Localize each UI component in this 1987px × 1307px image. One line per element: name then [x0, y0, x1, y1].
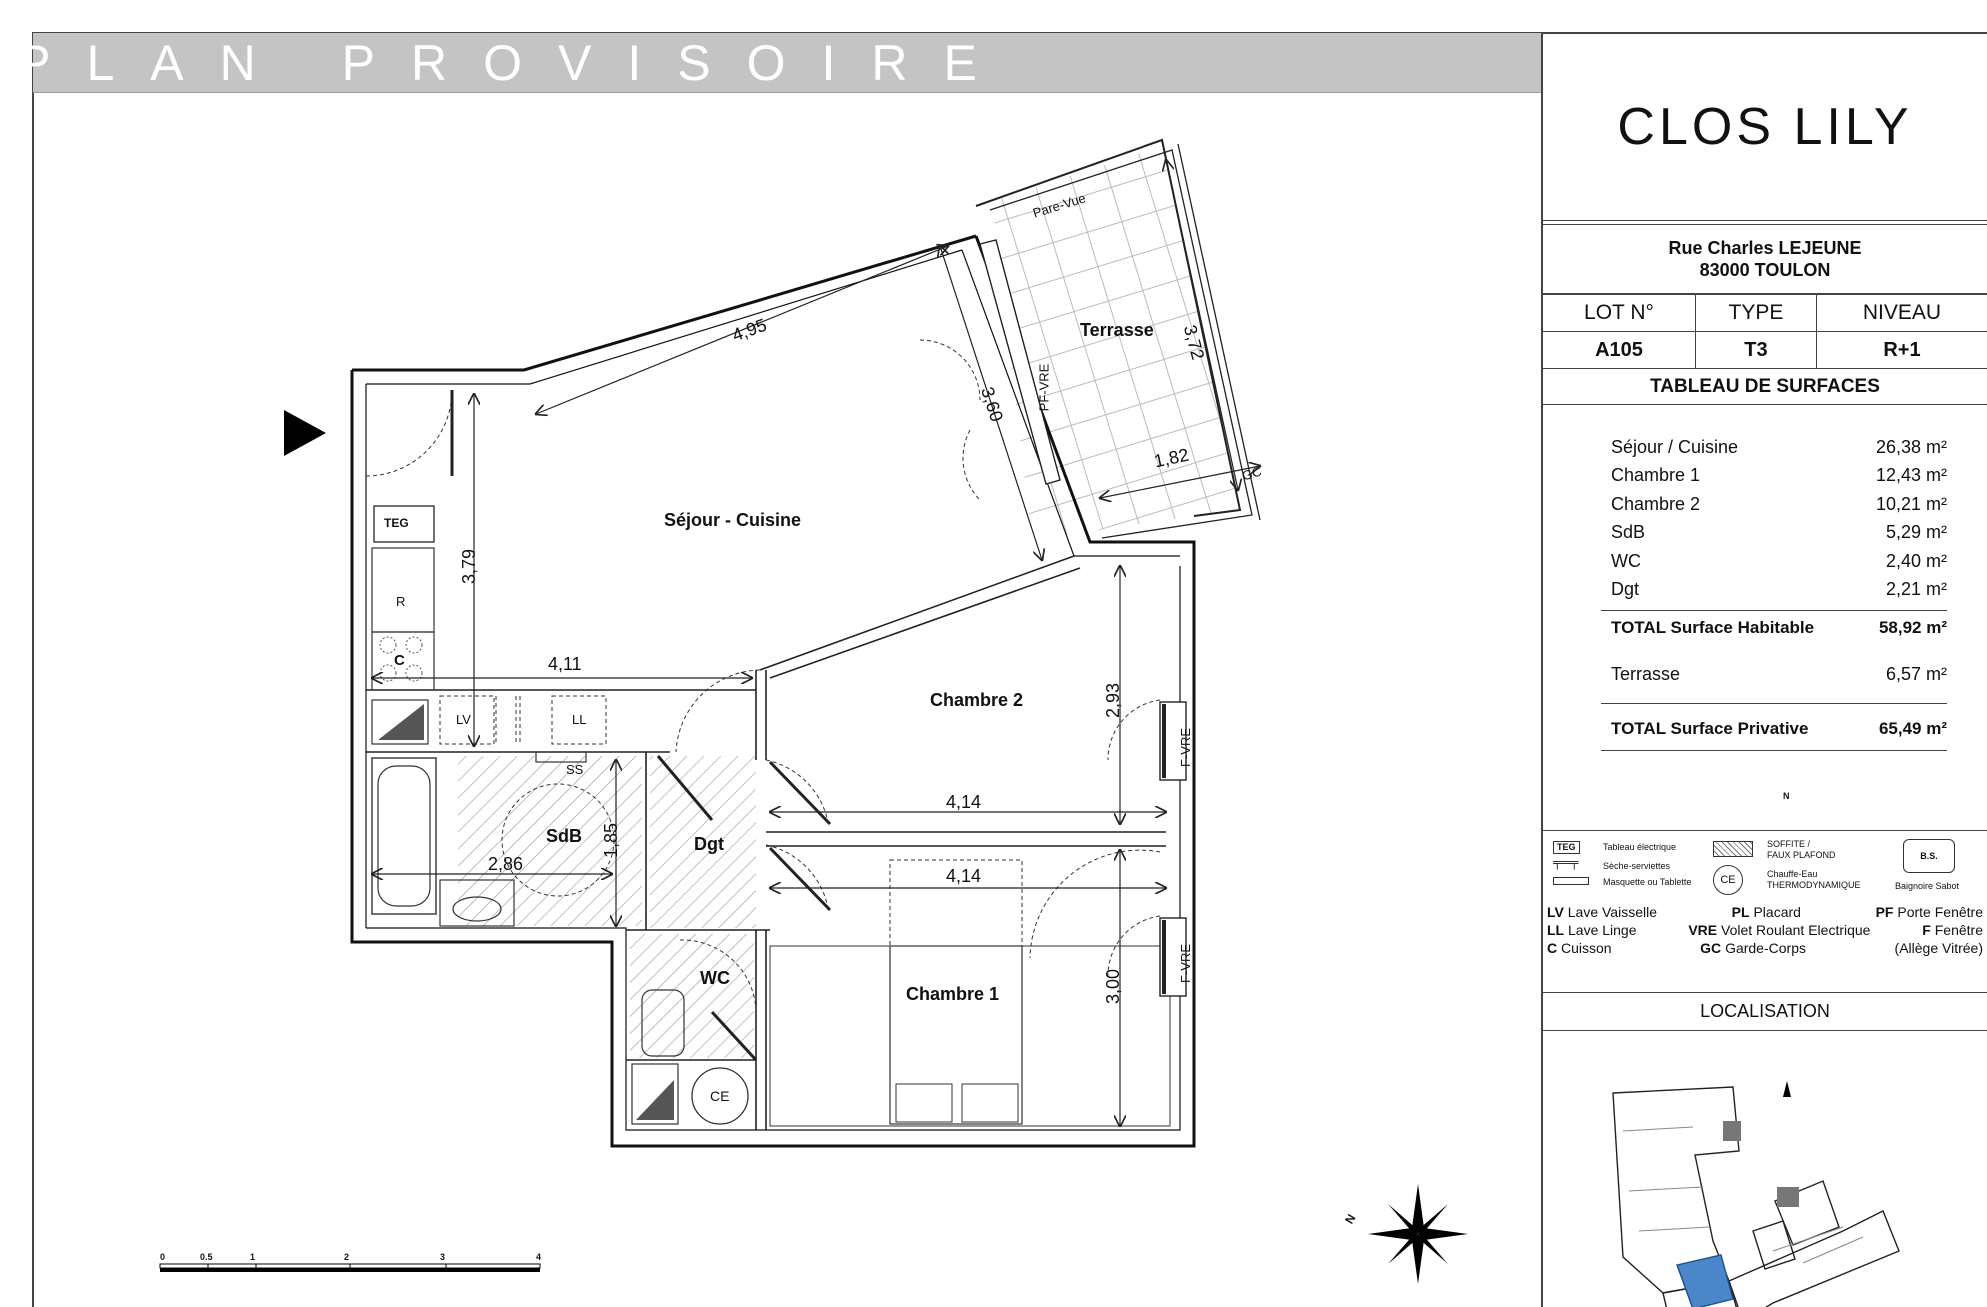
- dim-495: 4,95: [729, 314, 770, 346]
- terrasse-name: Terrasse: [1611, 663, 1681, 684]
- fixture-c: C: [394, 652, 405, 669]
- scale-label-0: 0: [160, 1252, 166, 1262]
- total-habitable-label: TOTAL Surface Habitable: [1611, 617, 1815, 637]
- localisation-map: [1543, 1031, 1987, 1307]
- room-label-sdb: SdB: [546, 826, 582, 846]
- soffite-hatch-icon: [1713, 841, 1753, 857]
- legend-row: [1547, 939, 1983, 957]
- legend-code-item: [1547, 939, 1612, 957]
- legend-text: Placard: [1753, 904, 1801, 920]
- legend-code: GC: [1700, 940, 1722, 956]
- legend-code: VRE: [1688, 922, 1718, 938]
- address-line1: Rue Charles LEJEUNE: [1668, 238, 1862, 258]
- legend-ce-label2: THERMODYNAMIQUE: [1767, 880, 1861, 890]
- lot-value-type: T3: [1695, 332, 1816, 369]
- legend-code: PF: [1875, 904, 1894, 920]
- legend-masquette-label: Masquette ou Tablette: [1603, 877, 1692, 887]
- legend-code: PL: [1731, 904, 1750, 920]
- fixture-ll: LL: [572, 712, 587, 727]
- legend-bs-label: Baignoire Sabot: [1895, 881, 1960, 891]
- legend-soffite-label2: FAUX PLAFOND: [1767, 850, 1836, 860]
- terrasse-row: [1611, 660, 1947, 689]
- room-label-chambre1: Chambre 1: [906, 984, 1000, 1004]
- north-arrow-icon: [1783, 1081, 1791, 1097]
- legend-text: Fenêtre: [1934, 922, 1983, 938]
- page-title: PLAN PROVISOIRE: [17, 34, 1013, 91]
- dim-414a: 4,14: [946, 792, 982, 812]
- entry-arrow-icon: [284, 410, 326, 456]
- fridge: [372, 548, 434, 632]
- fixture-ss: SS: [566, 762, 584, 777]
- room-label-terrasse: Terrasse: [1080, 320, 1154, 340]
- dim-372: 3,72: [1179, 322, 1209, 362]
- lot-table: [1543, 294, 1987, 369]
- dim-414b: 4,14: [946, 866, 982, 886]
- surface-area: 5,29 m²: [1885, 522, 1947, 543]
- scale-label-3: 3: [440, 1252, 446, 1262]
- legend-code-item: [1895, 939, 1983, 957]
- surface-name: Séjour / Cuisine: [1611, 436, 1739, 457]
- legend-text: (Allège Vitrée): [1894, 940, 1983, 956]
- surface-area: 2,40 m²: [1885, 550, 1947, 571]
- legend: [1543, 831, 1987, 993]
- fixture-pare-vue: Pare-Vue: [1030, 190, 1088, 221]
- masquette-icon: [1553, 877, 1589, 885]
- total-habitable-row: [1601, 610, 1947, 644]
- scale-label-05: 0.5: [200, 1252, 213, 1262]
- compass-rose-icon: [1368, 1184, 1468, 1284]
- lot-value-niveau: R+1: [1816, 332, 1987, 369]
- dim-182: 1,82: [1152, 444, 1191, 472]
- total-privative-area: 65,49 m²: [1878, 718, 1947, 738]
- surface-name: SdB: [1611, 522, 1646, 543]
- legend-code-item: [1547, 921, 1637, 939]
- surface-area: 10,21 m²: [1875, 493, 1947, 514]
- dim-411: 4,11: [548, 654, 582, 674]
- dim-360: 3,60: [977, 384, 1007, 425]
- legend-code-item: [1547, 903, 1657, 921]
- project-address: [1543, 224, 1987, 294]
- compass-north-label: N: [1342, 1211, 1359, 1227]
- legend-bs-code: B.S.: [1903, 839, 1955, 873]
- fixture-lv: LV: [456, 712, 471, 727]
- legend-code: F: [1922, 922, 1931, 938]
- total-privative-row: [1601, 712, 1947, 746]
- legend-ce-code: CE: [1713, 865, 1743, 895]
- divider: [1601, 750, 1947, 751]
- total-habitable-area: 58,92 m²: [1878, 617, 1947, 637]
- lot-header-type: TYPE: [1695, 295, 1816, 332]
- surfaces-title: TABLEAU DE SURFACES: [1543, 369, 1987, 405]
- surface-area: 26,38 m²: [1875, 436, 1947, 457]
- surface-area: 2,21 m²: [1885, 579, 1947, 600]
- scale-label-4: 4: [536, 1252, 542, 1262]
- scale-label-1: 1: [250, 1252, 256, 1262]
- legend-code-item: [1922, 921, 1983, 939]
- surface-name: Dgt: [1611, 579, 1640, 600]
- surface-row: [1611, 576, 1947, 605]
- scale-bar: [160, 1264, 540, 1272]
- lot-highlight: [1677, 1255, 1733, 1307]
- localisation-title: LOCALISATION: [1543, 993, 1987, 1031]
- dim-293: 2,93: [1103, 682, 1124, 719]
- fixture-r: R: [396, 594, 406, 609]
- fixture-ce: CE: [710, 1088, 730, 1104]
- room-label-chambre2: Chambre 2: [930, 690, 1024, 710]
- fixture-teg: TEG: [384, 516, 409, 530]
- bathtub: [372, 758, 436, 914]
- address-line2: 83000 TOULON: [1699, 260, 1831, 280]
- legend-text: Lave Vaisselle: [1567, 904, 1657, 920]
- legend-ce-label1: Chauffe-Eau: [1767, 869, 1818, 879]
- legend-text: Garde-Corps: [1725, 940, 1806, 956]
- legend-code: LV: [1547, 904, 1564, 920]
- fixture-f-vre-ch2: F-VRE: [1178, 728, 1193, 767]
- legend-code-item: [1688, 921, 1870, 939]
- room-label-wc: WC: [700, 968, 730, 988]
- legend-row: [1547, 903, 1983, 921]
- legend-soffite-label1: SOFFITE /: [1767, 839, 1811, 849]
- fixture-gc: GC: [1240, 463, 1264, 484]
- total-privative-label: TOTAL Surface Privative: [1611, 718, 1809, 738]
- room-label-dgt: Dgt: [694, 834, 724, 854]
- legend-codes: [1547, 903, 1983, 957]
- dim-185: 1,85: [601, 822, 622, 859]
- dim-300: 3,00: [1103, 968, 1124, 1005]
- localisation-north-label: N: [1783, 791, 1790, 801]
- surface-row: [1611, 462, 1947, 491]
- legend-seche-label: Sèche-serviettes: [1603, 861, 1671, 871]
- dim-286: 2,86: [488, 854, 524, 874]
- surface-name: WC: [1611, 550, 1641, 571]
- lot-header-lot: LOT N°: [1543, 295, 1695, 332]
- legend-code: C: [1547, 940, 1558, 956]
- legend-code-item: [1876, 903, 1983, 921]
- legend-text: Porte Fenêtre: [1897, 904, 1983, 920]
- divider: [1601, 703, 1947, 704]
- legend-code-item: [1732, 903, 1801, 921]
- fixture-f-vre-ch1: F-VRE: [1178, 944, 1193, 983]
- surface-row: [1611, 433, 1947, 462]
- lot-header-niveau: NIVEAU: [1816, 295, 1987, 332]
- surface-row: [1611, 547, 1947, 576]
- surface-row: [1611, 519, 1947, 548]
- legend-code: LL: [1547, 922, 1565, 938]
- room-label-sejour: Séjour - Cuisine: [664, 510, 802, 530]
- surface-row: [1611, 490, 1947, 519]
- legend-teg-code: TEG: [1553, 841, 1580, 854]
- surfaces-list: [1543, 405, 1987, 831]
- surface-name: Chambre 1: [1611, 465, 1701, 486]
- info-panel: [1541, 33, 1987, 1307]
- towel-dryer-icon: ╤═╤: [1553, 855, 1579, 869]
- project-name: CLOS LILY: [1543, 33, 1987, 221]
- surface-name: Chambre 2: [1611, 493, 1701, 514]
- fixture-pf-vre: PF-VRE: [1036, 363, 1052, 412]
- dim-379: 3,79: [459, 548, 480, 585]
- legend-row: [1547, 921, 1983, 939]
- legend-teg-label: Tableau électrique: [1603, 842, 1677, 852]
- terrasse-area: 6,57 m²: [1885, 663, 1947, 684]
- legend-symbols: [1543, 831, 1987, 901]
- scale-label-2: 2: [344, 1252, 350, 1262]
- lot-value-lot: A105: [1543, 332, 1695, 369]
- surface-area: 12,43 m²: [1875, 465, 1947, 486]
- legend-text: Volet Roulant Electrique: [1721, 922, 1871, 938]
- legend-text: Lave Linge: [1568, 922, 1637, 938]
- legend-code-item: [1700, 939, 1806, 957]
- legend-text: Cuisson: [1561, 940, 1612, 956]
